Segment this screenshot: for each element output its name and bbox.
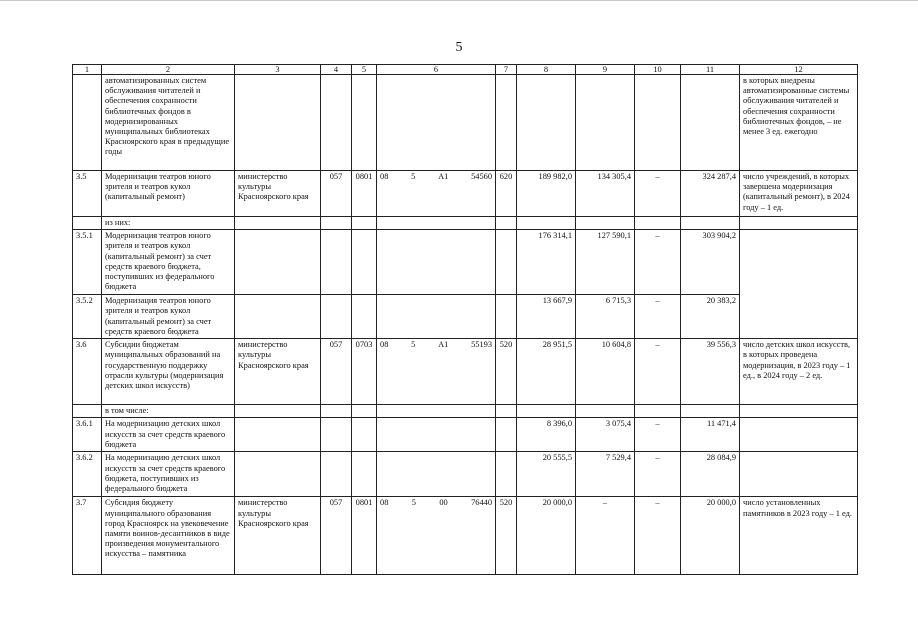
row-y2025: – xyxy=(635,452,681,497)
row-total: 39 556,3 xyxy=(681,339,740,405)
table-row xyxy=(73,452,858,497)
empty-cell xyxy=(352,75,377,171)
row-total: 20 000,0 xyxy=(681,497,740,575)
csr-part: 08 xyxy=(380,498,389,508)
csr-part: А1 xyxy=(438,172,449,181)
header-cell: 1 xyxy=(73,65,102,75)
empty-cell xyxy=(517,217,576,230)
row-vr: 520 xyxy=(496,497,517,575)
empty-cell xyxy=(377,418,496,452)
empty-cell xyxy=(377,295,496,339)
row-y2025: – xyxy=(635,230,681,295)
empty-cell xyxy=(740,230,858,339)
top-rule xyxy=(0,0,918,1)
empty-cell xyxy=(740,405,858,418)
empty-cell xyxy=(576,217,635,230)
empty-cell xyxy=(321,452,352,497)
row-total: 11 471,4 xyxy=(681,418,740,452)
row-grbs: 057 xyxy=(321,171,352,217)
empty-cell xyxy=(635,75,681,171)
row-number: 3.5.2 xyxy=(73,295,102,339)
csr-part: А1 xyxy=(438,340,449,350)
header-cell: 10 xyxy=(635,65,681,75)
empty-cell xyxy=(377,405,496,418)
header-cell: 4 xyxy=(321,65,352,75)
row-result: число детских школ искусств, в которых проведена модернизация, в 2023 году – 1 ед., в 2024 году – 2 ед. xyxy=(740,339,858,405)
empty-cell xyxy=(377,452,496,497)
table-row xyxy=(73,497,858,575)
row-result: число установленных памятников в 2023 году – 1 ед. xyxy=(740,497,858,575)
empty-cell xyxy=(352,295,377,339)
row-y2024: – xyxy=(576,497,635,575)
header-cell: 8 xyxy=(517,65,576,75)
empty-cell xyxy=(496,230,517,295)
table-row xyxy=(73,339,858,405)
row-number: 3.7 xyxy=(73,497,102,575)
empty-cell xyxy=(352,405,377,418)
row-result: число учреждений, в которых завершена модернизация (капитальный ремонт), в 2024 году – 1 ед. xyxy=(740,171,858,217)
row-number xyxy=(73,405,102,418)
row-name: Модернизация театров юного зрителя и театров кукол (капитальный ремонт) за счет средств краевого бюджета, поступивших из федерального бюджета xyxy=(102,230,235,295)
row-name: Модернизация театров юного зрителя и театров кукол (капитальный ремонт) за счет средств краевого бюджета xyxy=(102,295,235,339)
row-total: 303 904,2 xyxy=(681,230,740,295)
empty-cell xyxy=(496,217,517,230)
empty-cell xyxy=(321,418,352,452)
empty-cell xyxy=(576,405,635,418)
row-y2024: 127 590,1 xyxy=(576,230,635,295)
csr-part: 08 xyxy=(380,172,389,181)
empty-cell xyxy=(496,452,517,497)
row-executor: министерство культуры Красноярского края xyxy=(235,171,321,217)
row-number xyxy=(73,75,102,171)
empty-cell xyxy=(235,295,321,339)
row-y2024: 7 529,4 xyxy=(576,452,635,497)
row-rzpr: 0801 xyxy=(352,171,377,217)
table-row xyxy=(73,171,858,217)
header-cell: 11 xyxy=(681,65,740,75)
budget-table xyxy=(72,64,858,575)
row-rzpr: 0703 xyxy=(352,339,377,405)
empty-cell xyxy=(377,230,496,295)
row-y2025: – xyxy=(635,497,681,575)
empty-cell xyxy=(321,75,352,171)
row-name: На модернизацию детских школ искусств за счет средств краевого бюджета, поступивших из федерального бюджета xyxy=(102,452,235,497)
empty-cell xyxy=(377,217,496,230)
table-row xyxy=(73,230,858,295)
empty-cell xyxy=(681,217,740,230)
row-vr: 520 xyxy=(496,339,517,405)
empty-cell xyxy=(635,217,681,230)
empty-cell xyxy=(321,405,352,418)
header-cell: 3 xyxy=(235,65,321,75)
empty-cell xyxy=(321,217,352,230)
row-csr xyxy=(377,171,496,217)
empty-cell xyxy=(681,405,740,418)
empty-cell xyxy=(635,405,681,418)
row-y2025: – xyxy=(635,295,681,339)
table-row xyxy=(73,405,858,418)
row-y2024: 6 715,3 xyxy=(576,295,635,339)
row-name: На модернизацию детских школ искусств за счет средств краевого бюджета xyxy=(102,418,235,452)
csr-part: 55193 xyxy=(471,340,492,350)
empty-cell xyxy=(235,217,321,230)
row-y2023: 13 667,9 xyxy=(517,295,576,339)
empty-cell xyxy=(496,75,517,171)
row-number: 3.6 xyxy=(73,339,102,405)
empty-cell xyxy=(352,418,377,452)
empty-cell xyxy=(496,295,517,339)
header-cell: 12 xyxy=(740,65,858,75)
table-row xyxy=(73,75,858,171)
row-y2023: 20 000,0 xyxy=(517,497,576,575)
row-grbs: 057 xyxy=(321,339,352,405)
csr-part: 08 xyxy=(380,340,389,350)
empty-cell xyxy=(235,452,321,497)
empty-cell xyxy=(740,418,858,452)
empty-cell xyxy=(352,230,377,295)
row-csr xyxy=(377,497,496,575)
table-row xyxy=(73,217,858,230)
row-number: 3.6.2 xyxy=(73,452,102,497)
header-cell: 2 xyxy=(102,65,235,75)
row-result: в которых внедрены автоматизированные системы обслуживания читателей и обеспечения сохранности библиотечных фондов, – не менее 3 ед. ежегодно xyxy=(740,75,858,171)
row-y2025: – xyxy=(635,418,681,452)
header-row xyxy=(73,65,858,75)
header-cell: 5 xyxy=(352,65,377,75)
row-y2023: 176 314,1 xyxy=(517,230,576,295)
row-name: Модернизация театров юного зрителя и театров кукол (капитальный ремонт) xyxy=(102,171,235,217)
empty-cell xyxy=(321,230,352,295)
row-number: 3.5.1 xyxy=(73,230,102,295)
table-row xyxy=(73,418,858,452)
row-csr xyxy=(377,339,496,405)
csr-part: 5 xyxy=(411,172,416,181)
row-name: в том числе: xyxy=(102,405,235,418)
header-cell: 7 xyxy=(496,65,517,75)
row-vr: 620 xyxy=(496,171,517,217)
empty-cell xyxy=(235,75,321,171)
empty-cell xyxy=(740,217,858,230)
page-number: 5 xyxy=(455,40,463,55)
row-y2023: 8 396,0 xyxy=(517,418,576,452)
empty-cell xyxy=(235,418,321,452)
row-number: 3.5 xyxy=(73,171,102,217)
row-y2024: 3 075,4 xyxy=(576,418,635,452)
empty-cell xyxy=(235,230,321,295)
csr-part: 5 xyxy=(411,340,416,350)
empty-cell xyxy=(377,75,496,171)
row-y2025: – xyxy=(635,171,681,217)
row-grbs: 057 xyxy=(321,497,352,575)
row-total: 20 383,2 xyxy=(681,295,740,339)
csr-part: 00 xyxy=(439,498,448,508)
empty-cell xyxy=(576,75,635,171)
csr-part: 76440 xyxy=(471,498,492,508)
row-rzpr: 0801 xyxy=(352,497,377,575)
empty-cell xyxy=(517,405,576,418)
row-y2023: 28 951,5 xyxy=(517,339,576,405)
csr-part: 5 xyxy=(411,498,416,508)
row-y2023: 20 555,5 xyxy=(517,452,576,497)
empty-cell xyxy=(496,418,517,452)
empty-cell xyxy=(352,452,377,497)
row-total: 324 287,4 xyxy=(681,171,740,217)
empty-cell xyxy=(681,75,740,171)
row-name: Субсидия бюджету муниципального образования город Красноярск на увековечение памяти воинов-десантников в виде произведения монументального искусства – памятника xyxy=(102,497,235,575)
row-name: из них: xyxy=(102,217,235,230)
empty-cell xyxy=(352,217,377,230)
row-name: автоматизированных систем обслуживания читателей и обеспечения сохранности библиотечных фондов в модернизированных муниципальных библиотеках Красноярского края в предыдущие годы xyxy=(102,75,235,171)
row-executor: министерство культуры Красноярского края xyxy=(235,497,321,575)
row-y2025: – xyxy=(635,339,681,405)
row-executor: министерство культуры Красноярского края xyxy=(235,339,321,405)
empty-cell xyxy=(740,452,858,497)
row-y2024: 134 305,4 xyxy=(576,171,635,217)
empty-cell xyxy=(496,405,517,418)
row-total: 28 084,9 xyxy=(681,452,740,497)
row-y2023: 189 982,0 xyxy=(517,171,576,217)
row-number: 3.6.1 xyxy=(73,418,102,452)
row-y2024: 10 604,8 xyxy=(576,339,635,405)
header-cell: 6 xyxy=(377,65,496,75)
empty-cell xyxy=(235,405,321,418)
row-number xyxy=(73,217,102,230)
csr-part: 54560 xyxy=(471,172,492,181)
header-cell: 9 xyxy=(576,65,635,75)
empty-cell xyxy=(321,295,352,339)
row-name: Субсидии бюджетам муниципальных образований на государственную поддержку отрасли культуры (модернизация детских школ искусств) xyxy=(102,339,235,405)
empty-cell xyxy=(517,75,576,171)
